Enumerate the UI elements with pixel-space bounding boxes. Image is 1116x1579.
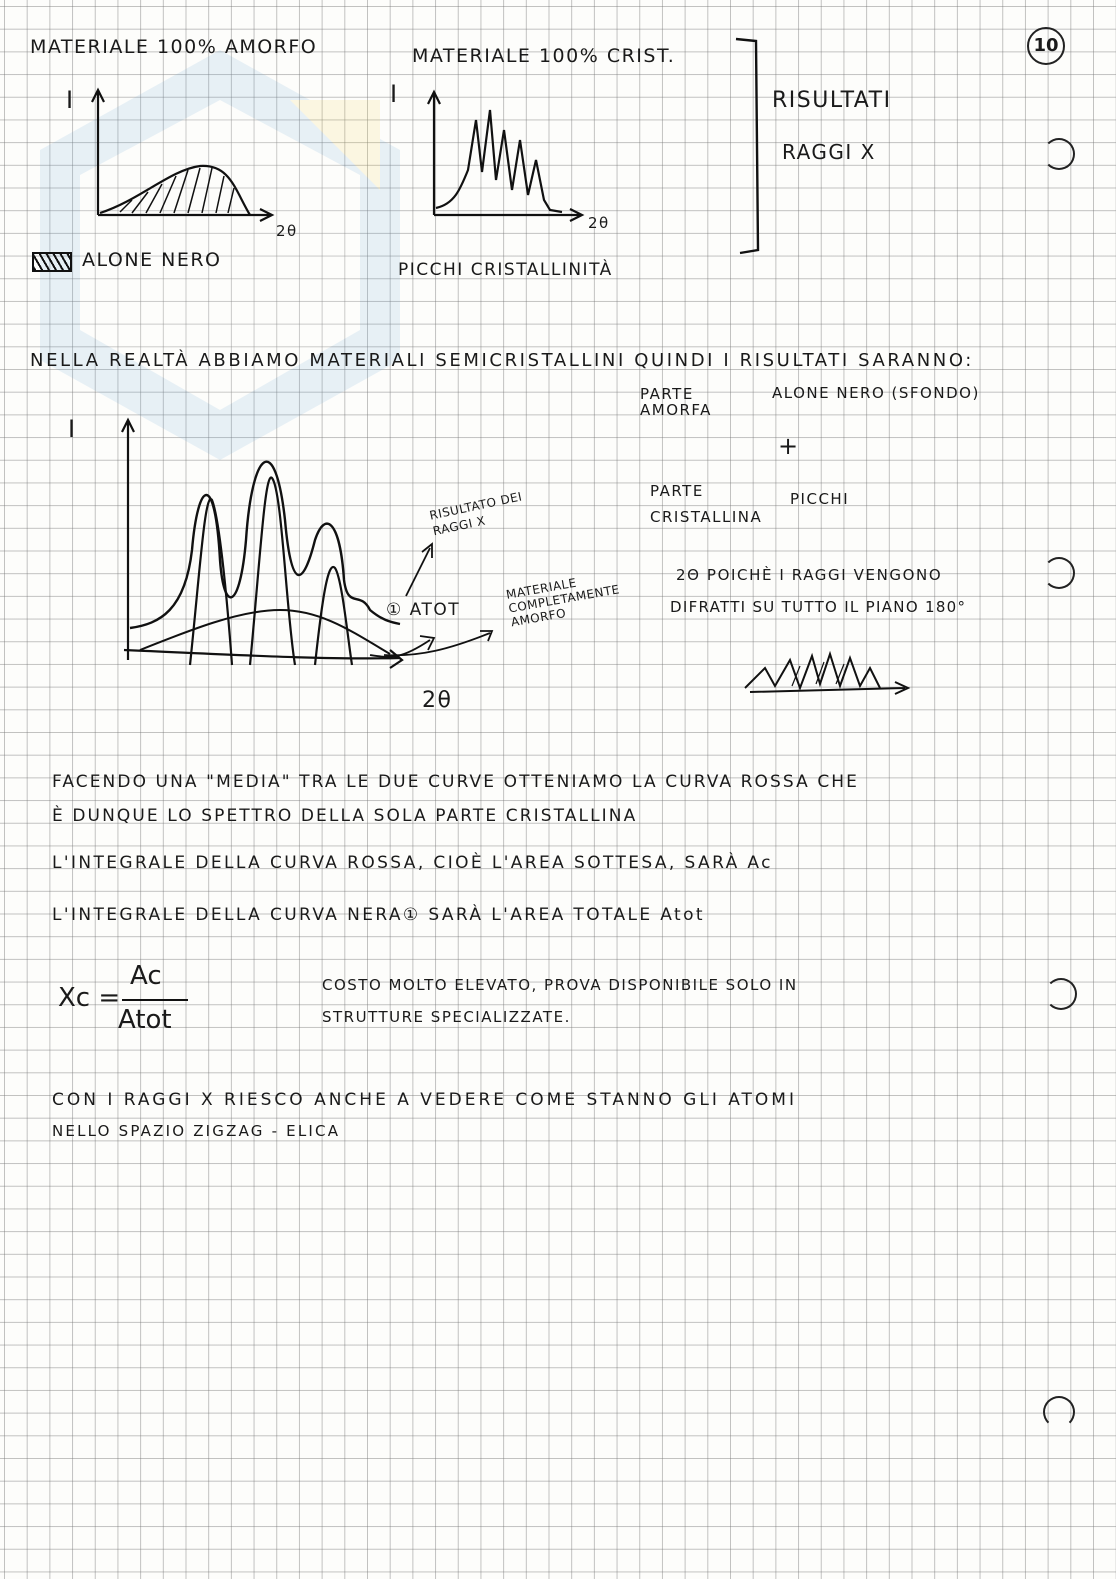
- note-2theta-line2: DIFRATTI SU TUTTO IL PIANO 180°: [670, 598, 967, 616]
- cost-note-1: COSTO MOLTO ELEVATO, PROVA DISPONIBILE SOLO IN: [322, 976, 798, 994]
- text-line-3: L'INTEGRALE DELLA CURVA ROSSA, CIOÈ L'AREA SOTTESA, SARÀ Ac: [52, 853, 773, 873]
- amorphous-title: MATERIALE 100% AMORFO: [30, 36, 318, 58]
- binder-hole: [1043, 138, 1075, 170]
- formula-lhs: Xc =: [58, 983, 121, 1013]
- text-line-1: FACENDO UNA "MEDIA" TRA LE DUE CURVE OTTENIAMO LA CURVA ROSSA CHE: [52, 772, 860, 792]
- results-bracket: [730, 35, 770, 260]
- formula-bar: [122, 999, 188, 1001]
- semicrystalline-axis-2theta: 2θ: [422, 688, 453, 713]
- binder-hole: [1043, 557, 1075, 589]
- binder-hole: [1043, 1396, 1075, 1428]
- crystal-axis-2theta: 2θ: [588, 214, 610, 232]
- formula-numerator: Ac: [130, 961, 162, 991]
- annotation-arrow-amorphous: [380, 625, 510, 665]
- bracket-label-results: RISULTATI: [772, 88, 892, 113]
- annotation-arrow-result: [400, 540, 440, 600]
- note-2theta-line1: 2Θ POICHÈ I RAGGI VENGONO: [676, 566, 943, 584]
- annotation-amorphous: MATERIALE COMPLETAMENTE AMORFO: [505, 575, 621, 630]
- cost-note-2: STRUTTURE SPECIALIZZATE.: [322, 1008, 571, 1026]
- text-line-2: È DUNQUE LO SPETTRO DELLA SOLA PARTE CRISTALLINA: [52, 806, 638, 826]
- amorphous-axis-i: I: [66, 86, 75, 114]
- amorphous-sketch: [70, 80, 310, 250]
- annotation-atot: ① ATOT: [386, 600, 461, 620]
- label-parte-amorfa: PARTE AMORFA: [640, 385, 712, 419]
- bracket-label-xrays: RAGGI X: [782, 140, 876, 164]
- amorphous-legend: ALONE NERO: [82, 249, 222, 271]
- binder-hole: [1045, 978, 1077, 1010]
- label-alone-nero: ALONE NERO (SFONDO): [772, 384, 980, 402]
- semicrystalline-heading: NELLA REALTÀ ABBIAMO MATERIALI SEMICRISTALLINI QUINDI I RISULTATI SARANNO:: [30, 350, 974, 371]
- formula-denominator: Atot: [118, 1005, 172, 1035]
- semicrystalline-axis-i: I: [68, 415, 77, 443]
- diffraction-doodle: [740, 648, 920, 708]
- crystal-axis-i: I: [390, 80, 399, 108]
- annotation-xray-result: RISULTATO DEI RAGGI X: [428, 489, 524, 539]
- plus-sign: +: [778, 432, 800, 460]
- page-number: 10: [1027, 27, 1065, 65]
- final-line-2: NELLO SPAZIO ZIGZAG - ELICA: [52, 1122, 341, 1140]
- legend-hatch-box: [32, 252, 72, 272]
- amorphous-axis-2theta: 2θ: [276, 222, 298, 240]
- text-line-4: L'INTEGRALE DELLA CURVA NERA① SARÀ L'AREA TOTALE Atot: [52, 905, 705, 925]
- final-line-1: CON I RAGGI X RIESCO ANCHE A VEDERE COME STANNO GLI ATOMI: [52, 1090, 797, 1110]
- label-parte-cristallina: PARTE CRISTALLINA: [650, 482, 763, 526]
- crystal-caption: PICCHI CRISTALLINITÀ: [398, 260, 613, 280]
- crystal-title: MATERIALE 100% CRIST.: [412, 45, 676, 67]
- label-picchi: PICCHI: [790, 490, 850, 508]
